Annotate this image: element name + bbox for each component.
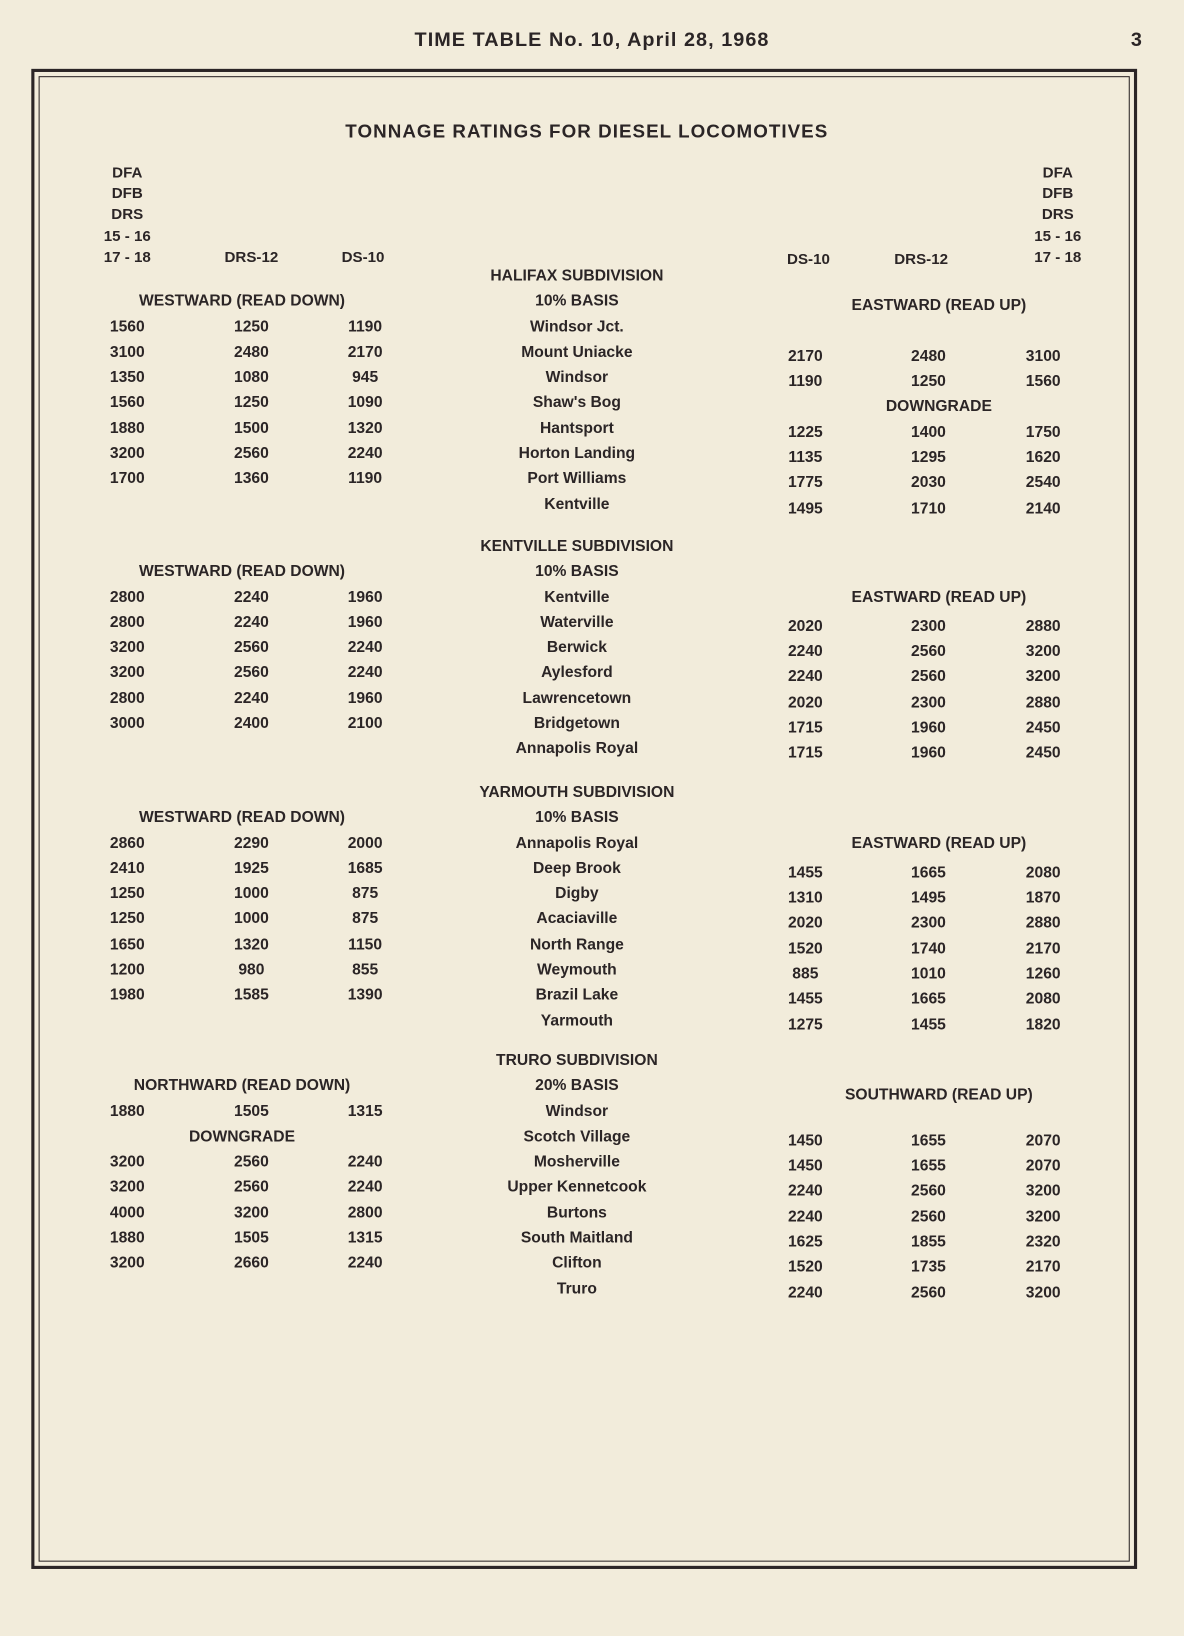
tonnage-right: 1655 <box>911 1131 946 1150</box>
tonnage-right: 3100 <box>1025 347 1061 366</box>
table-row <box>0 610 1184 635</box>
tonnage-left: 1250 <box>234 317 269 336</box>
tonnage-left: 1960 <box>347 689 383 708</box>
tonnage-right: 885 <box>792 965 819 983</box>
subdivision-name: HALIFAX SUBDIVISION <box>490 267 664 285</box>
direction-left: NORTHWARD (READ DOWN) <box>133 1076 351 1095</box>
tonnage-right: 2070 <box>1025 1157 1061 1175</box>
station-name: Horton Landing <box>518 444 636 463</box>
left-header-type: DFB <box>111 185 143 203</box>
table-row <box>0 1124 1184 1149</box>
tonnage-left: 1360 <box>234 469 269 488</box>
table-row <box>0 831 1184 856</box>
tonnage-right: 2560 <box>911 642 946 661</box>
tonnage-right: 1710 <box>911 499 946 518</box>
table-row <box>0 1008 1184 1033</box>
tonnage-right: 2140 <box>1025 499 1061 518</box>
tonnage-right: 2880 <box>1025 693 1061 712</box>
tonnage-right: 1275 <box>787 1015 823 1034</box>
right-header-type: DFB <box>1042 185 1074 203</box>
tonnage-right: 1655 <box>911 1157 946 1175</box>
tonnage-right: 1820 <box>1025 1015 1061 1034</box>
table-row <box>0 559 1184 584</box>
tonnage-right: 2480 <box>911 347 946 366</box>
table-row <box>0 289 1184 314</box>
tonnage-right: 2080 <box>1025 990 1061 1009</box>
station-name: Annapolis Royal <box>515 740 639 758</box>
tonnage-right: 1870 <box>1025 889 1061 907</box>
table-row <box>0 1048 1184 1073</box>
table-row <box>0 534 1184 559</box>
tonnage-right: 2240 <box>787 1207 823 1226</box>
tonnage-left: 1320 <box>234 935 269 954</box>
table-row <box>0 712 1184 737</box>
tonnage-right: 1455 <box>787 863 823 882</box>
direction-left: WESTWARD (READ DOWN) <box>139 562 346 581</box>
tonnage-left: 1090 <box>347 393 383 412</box>
table-row <box>0 1099 1184 1124</box>
page-title: TONNAGE RATINGS FOR DIESEL LOCOMOTIVES <box>345 121 829 142</box>
tonnage-right: 1295 <box>911 448 946 467</box>
tonnage-left: 2240 <box>347 444 383 463</box>
tonnage-left: 2240 <box>347 663 383 682</box>
tonnage-right: 1260 <box>1025 965 1061 983</box>
tonnage-right: 1495 <box>787 499 823 518</box>
tonnage-left: 1080 <box>234 368 269 387</box>
tonnage-left: 1560 <box>109 393 145 412</box>
tonnage-right: 2020 <box>787 617 823 636</box>
tonnage-right: 2080 <box>1025 863 1061 882</box>
station-name: Hantsport <box>539 419 614 437</box>
tonnage-right: 2450 <box>1025 718 1061 737</box>
tonnage-right: 2170 <box>787 347 823 366</box>
station-name: Brazil Lake <box>535 986 619 1004</box>
tonnage-left: 2410 <box>109 859 145 878</box>
tonnage-left: 2240 <box>347 638 383 657</box>
tonnage-right: 1190 <box>788 372 823 391</box>
tonnage-left: 2860 <box>109 834 145 852</box>
tonnage-left: 3200 <box>109 1254 145 1273</box>
tonnage-left: 980 <box>238 960 265 979</box>
station-name: Port Williams <box>527 469 627 488</box>
tonnage-right: 2880 <box>1025 914 1061 933</box>
table-row <box>0 365 1184 390</box>
table-row <box>0 958 1184 983</box>
tonnage-left: 4000 <box>109 1203 145 1222</box>
tonnage-right: 1225 <box>787 423 823 442</box>
table-row <box>0 856 1184 881</box>
basis-label: 10% BASIS <box>535 808 619 827</box>
tonnage-left: 1960 <box>347 613 383 632</box>
basis-label: 10% BASIS <box>535 292 619 311</box>
table-row <box>0 686 1184 711</box>
station-name: Annapolis Royal <box>515 834 639 852</box>
tonnage-right: 2240 <box>787 668 823 686</box>
tonnage-right: 1665 <box>911 990 946 1009</box>
station-name: Windsor <box>545 368 609 387</box>
tonnage-left: 1190 <box>348 469 383 488</box>
station-name: Aylesford <box>541 663 613 682</box>
tonnage-left: 3000 <box>109 714 145 733</box>
tonnage-right: 1450 <box>787 1157 823 1175</box>
tonnage-left: 2560 <box>234 1152 269 1171</box>
tonnage-left: 1925 <box>234 859 269 878</box>
tonnage-left: 1500 <box>234 419 269 437</box>
tonnage-right: 1010 <box>911 965 946 983</box>
tonnage-left: 2240 <box>347 1254 383 1273</box>
subdivision-truro <box>0 1048 1184 1301</box>
subdivision-kentville <box>0 534 1184 762</box>
tonnage-right: 1740 <box>911 939 946 958</box>
table-row <box>0 1251 1184 1276</box>
tonnage-left: 1560 <box>109 317 145 336</box>
left-header-ds10: DS-10 <box>341 249 385 267</box>
tonnage-right: 1620 <box>1025 448 1061 467</box>
table-row <box>0 1175 1184 1200</box>
station-name: Berwick <box>546 638 607 657</box>
tonnage-left: 2100 <box>347 714 383 733</box>
tonnage-left: 1505 <box>234 1102 269 1120</box>
subdivision-yarmouth <box>0 780 1184 1033</box>
basis-label: 10% BASIS <box>535 562 619 581</box>
tonnage-left: 1880 <box>109 1228 145 1247</box>
downgrade-label: DOWNGRADE <box>885 397 992 416</box>
tonnage-left: 1505 <box>234 1228 269 1247</box>
tonnage-left: 3200 <box>109 1152 145 1171</box>
tonnage-left: 1980 <box>109 986 145 1004</box>
tonnage-right: 2540 <box>1025 474 1061 492</box>
tonnage-right: 1625 <box>787 1233 823 1251</box>
tonnage-right: 1665 <box>911 863 946 882</box>
tonnage-right: 1495 <box>911 889 946 907</box>
tonnage-right: 2560 <box>911 1207 946 1226</box>
tonnage-left: 2240 <box>347 1152 383 1171</box>
tonnage-left: 1960 <box>347 587 383 606</box>
direction-right: EASTWARD (READ UP) <box>851 587 1027 606</box>
tonnage-left: 2800 <box>109 689 145 708</box>
tonnage-right: 1775 <box>787 474 823 492</box>
station-name: Clifton <box>552 1254 602 1273</box>
tonnage-right: 3200 <box>1025 642 1061 661</box>
table-row <box>0 264 1184 289</box>
direction-right: SOUTHWARD (READ UP) <box>844 1086 1033 1105</box>
tonnage-left: 2800 <box>109 613 145 632</box>
tonnage-left: 1880 <box>109 1102 145 1120</box>
tonnage-left: 1315 <box>347 1228 383 1247</box>
tonnage-right: 1855 <box>911 1233 946 1251</box>
table-row <box>0 1277 1184 1302</box>
tonnage-left: 2240 <box>234 587 269 606</box>
tonnage-right: 3200 <box>1025 668 1061 686</box>
tonnage-left: 2240 <box>234 689 269 708</box>
station-name: Digby <box>555 884 599 903</box>
table-row <box>0 932 1184 957</box>
tonnage-right: 2170 <box>1025 1258 1061 1277</box>
right-header-type: DRS <box>1041 206 1074 224</box>
table-row <box>0 636 1184 661</box>
station-name: Truro <box>556 1279 597 1298</box>
right-header-type: 17 - 18 <box>1034 249 1082 267</box>
tonnage-right: 1250 <box>911 372 946 391</box>
tonnage-left: 1315 <box>347 1102 383 1120</box>
tonnage-right: 2560 <box>911 1283 946 1302</box>
tonnage-left: 1350 <box>109 368 145 387</box>
tonnage-left: 945 <box>352 368 379 387</box>
page-number: 3 <box>1130 29 1142 52</box>
station-name: Upper Kennetcook <box>507 1178 647 1197</box>
right-header-type: 15 - 16 <box>1034 228 1082 246</box>
tonnage-right: 2070 <box>1025 1131 1061 1150</box>
station-name: Weymouth <box>537 960 617 979</box>
table-row <box>0 1226 1184 1251</box>
table-row <box>0 441 1184 466</box>
tonnage-left: 2800 <box>109 587 145 606</box>
tonnage-left: 1650 <box>109 935 145 954</box>
subdivision-name: TRURO SUBDIVISION <box>496 1051 658 1070</box>
tonnage-right: 1520 <box>787 1258 823 1277</box>
tonnage-left: 2240 <box>347 1178 383 1197</box>
station-name: Scotch Village <box>523 1127 631 1146</box>
tonnage-right: 1520 <box>787 939 823 958</box>
tonnage-right: 1400 <box>911 423 946 442</box>
tonnage-right: 2020 <box>787 693 823 712</box>
table-row <box>0 1200 1184 1225</box>
tonnage-right: 1960 <box>911 744 946 762</box>
tonnage-left: 1320 <box>347 419 383 437</box>
tonnage-right: 2560 <box>911 1182 946 1201</box>
tonnage-left: 1000 <box>234 910 269 928</box>
table-row <box>0 340 1184 365</box>
subdivision-name: KENTVILLE SUBDIVISION <box>480 537 674 555</box>
right-header-type: DFA <box>1042 164 1073 182</box>
basis-label: 20% BASIS <box>535 1076 619 1095</box>
station-name: Lawrencetown <box>522 689 632 708</box>
direction-right: EASTWARD (READ UP) <box>851 296 1027 315</box>
station-name: Mosherville <box>533 1152 620 1171</box>
tonnage-right: 2300 <box>911 914 946 933</box>
tonnage-right: 2020 <box>787 914 823 933</box>
tonnage-left: 3200 <box>234 1203 269 1222</box>
station-name: Yarmouth <box>540 1011 613 1030</box>
tonnage-left: 1200 <box>109 960 145 979</box>
tonnage-left: 2660 <box>234 1254 269 1273</box>
station-name: Acaciaville <box>536 910 618 928</box>
table-row <box>0 585 1184 610</box>
tonnage-right: 2320 <box>1025 1233 1061 1251</box>
tonnage-left: 2400 <box>234 714 269 733</box>
tonnage-left: 1250 <box>109 910 145 928</box>
tonnage-left: 3200 <box>109 663 145 682</box>
tonnage-left: 1880 <box>109 419 145 437</box>
tonnage-right: 2030 <box>911 474 946 492</box>
tonnage-right: 1455 <box>911 1015 946 1034</box>
tonnage-left: 875 <box>352 910 379 928</box>
tonnage-left: 1000 <box>234 884 269 903</box>
direction-right: EASTWARD (READ UP) <box>851 834 1027 852</box>
tonnage-left: 2290 <box>234 834 269 852</box>
table-row <box>0 780 1184 805</box>
station-name: Shaw's Bog <box>532 393 621 412</box>
tonnage-left: 3200 <box>109 638 145 657</box>
tonnage-left: 1190 <box>348 317 383 336</box>
tonnage-left: 1685 <box>347 859 383 878</box>
tonnage-left: 3200 <box>109 1178 145 1197</box>
left-header-type: DFA <box>112 164 143 182</box>
tonnage-right: 2170 <box>1025 939 1061 958</box>
tonnage-right: 1715 <box>787 718 823 737</box>
right-header-ds10: DS-10 <box>787 251 830 269</box>
tonnage-right: 3200 <box>1025 1207 1061 1226</box>
tonnage-left: 2560 <box>234 444 269 463</box>
tonnage-right: 1135 <box>788 448 823 467</box>
station-name: Deep Brook <box>532 859 621 878</box>
station-name: Windsor <box>545 1102 609 1120</box>
left-header-drs12: DRS-12 <box>224 249 279 267</box>
station-name: Burtons <box>546 1203 607 1222</box>
tonnage-left: 2560 <box>234 1178 269 1197</box>
running-head: TIME TABLE No. 10, April 28, 1968 <box>414 29 770 52</box>
table-row <box>0 806 1184 831</box>
left-header-type: 17 - 18 <box>103 249 151 267</box>
tonnage-left: 2560 <box>234 638 269 657</box>
tonnage-right: 2560 <box>911 668 946 686</box>
tonnage-left: 1585 <box>234 986 269 1004</box>
tonnage-left: 2560 <box>234 663 269 682</box>
station-name: Waterville <box>540 613 614 632</box>
table-row <box>0 661 1184 686</box>
station-name: Windsor Jct. <box>530 317 624 336</box>
tonnage-right: 2240 <box>787 642 823 661</box>
tonnage-right: 2240 <box>787 1283 823 1302</box>
tonnage-right: 3200 <box>1025 1182 1061 1201</box>
tonnage-left: 2170 <box>347 343 383 361</box>
tonnage-left: 3100 <box>109 343 145 361</box>
tonnage-left: 875 <box>352 884 379 903</box>
station-name: Mount Uniacke <box>521 343 633 361</box>
table-row <box>0 907 1184 932</box>
subdivision-name: YARMOUTH SUBDIVISION <box>479 783 675 802</box>
table-row <box>0 882 1184 907</box>
station-name: North Range <box>529 935 624 954</box>
tonnage-right: 2300 <box>911 693 946 712</box>
tonnage-right: 2450 <box>1025 744 1061 762</box>
tonnage-left: 1250 <box>109 884 145 903</box>
table-row <box>0 416 1184 441</box>
left-header-type: 15 - 16 <box>103 228 151 246</box>
downgrade-label: DOWNGRADE <box>188 1127 296 1146</box>
direction-left: WESTWARD (READ DOWN) <box>139 808 346 827</box>
table-row <box>0 1074 1184 1105</box>
tonnage-right: 2880 <box>1025 617 1061 636</box>
tonnage-right: 1735 <box>911 1258 946 1277</box>
tonnage-left: 1150 <box>348 935 383 954</box>
table-row <box>0 391 1184 416</box>
table-row <box>0 315 1184 340</box>
tonnage-right: 1310 <box>787 889 823 907</box>
table-row <box>0 467 1184 492</box>
station-name: South Maitland <box>520 1228 633 1247</box>
tonnage-right: 1560 <box>1025 372 1061 391</box>
tonnage-left: 1250 <box>234 393 269 412</box>
tonnage-right: 1450 <box>787 1131 823 1150</box>
tonnage-right: 1455 <box>787 990 823 1009</box>
table-row <box>0 1150 1184 1175</box>
tonnage-right: 3200 <box>1025 1283 1061 1302</box>
table-row <box>0 737 1184 762</box>
tonnage-right: 1715 <box>787 744 823 762</box>
station-name: Bridgetown <box>533 714 620 733</box>
tonnage-left: 2240 <box>234 613 269 632</box>
right-header-drs12: DRS-12 <box>894 251 949 269</box>
station-name: Kentville <box>544 587 610 606</box>
table-row <box>0 983 1184 1008</box>
subdivision-halifax <box>0 264 1184 517</box>
station-name: Kentville <box>544 495 610 513</box>
tonnage-left: 1700 <box>109 469 145 488</box>
table-row <box>0 492 1184 517</box>
tonnage-right: 2300 <box>911 617 946 636</box>
direction-left: WESTWARD (READ DOWN) <box>139 292 346 311</box>
tonnage-left: 3200 <box>109 444 145 463</box>
tonnage-left: 1390 <box>347 986 383 1004</box>
tonnage-right: 2240 <box>787 1182 823 1201</box>
tonnage-left: 2800 <box>347 1203 383 1222</box>
tonnage-left: 855 <box>352 960 379 979</box>
tonnage-right: 1750 <box>1025 423 1061 442</box>
tonnage-right: 1960 <box>911 718 946 737</box>
tonnage-left: 2480 <box>234 343 269 361</box>
left-header-type: DRS <box>111 206 144 224</box>
tonnage-left: 2000 <box>347 834 383 852</box>
